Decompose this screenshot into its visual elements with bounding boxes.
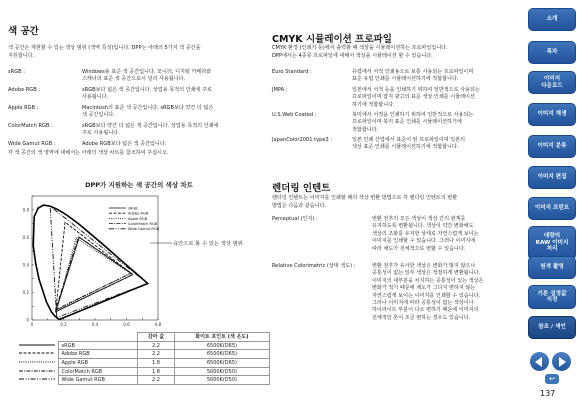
visible-gamut-callout: 육안으로 볼 수 있는 색상 범위 <box>173 241 243 247</box>
nav-button-label: 참조 / 색인 <box>538 324 566 331</box>
profile-def: 북미에서 서적을 인쇄하기 위하여 일반적으로 사용되는 프로파일이며 북미 표준 인쇄를 시뮬레이션하기에 적합합니다. <box>352 112 474 133</box>
table-cell: Apple RGB <box>58 359 138 368</box>
cmyk-intro-line1: CMYK 환경 (인쇄기 등)에서 출력할 때 색상을 시뮬레이션하는 프로파일입니다. <box>272 45 448 51</box>
legend-label: Adobe RGB <box>128 211 149 216</box>
list-item <box>8 69 268 84</box>
space-def: sRGB보다 넓은 색 공간입니다. 상업용 목적의 인쇄에 주로 사용됩니다. <box>82 87 212 101</box>
space-def: Adobe RGB보다 넓은 색 공간입니다. <box>82 141 167 147</box>
nav-button-label: 기본 설정값 지정 <box>537 290 567 303</box>
table-cell: Wide Gamut RGB <box>58 376 138 385</box>
nav-button-2[interactable] <box>528 41 576 64</box>
color-space-intro-line1: 색 공간은 재현할 수 있는 색상 범위 (색역 특성)입니다. DPP는 아래의 5가지 색 공간을 <box>8 45 201 51</box>
nav-button-label: 이미지 편집 <box>537 174 567 181</box>
profile-term: Euro Standard : <box>272 69 312 75</box>
line-swatch-widegamut <box>18 376 58 385</box>
gamma-table <box>18 332 270 385</box>
list-item <box>272 216 524 254</box>
color-space-outro: 각 색 공간의 색 영역에 대해서는 아래의 색상 차트를 참조하여 주십시오. <box>8 150 169 156</box>
page-number: 137 <box>540 389 556 398</box>
intent-term: Relative Colorimetric (상대 색도) : <box>272 263 356 269</box>
nav-button-10[interactable] <box>528 285 576 309</box>
legend-label: Wide Gamut RGB <box>128 227 160 232</box>
nav-button-11[interactable] <box>528 316 576 339</box>
table-cell: Adobe RGB <box>58 350 138 359</box>
table-row <box>18 350 270 359</box>
table-cell: 5000K(D50) <box>174 367 269 376</box>
table-blank <box>18 333 58 342</box>
y-tick-label: 0.2 <box>22 289 29 295</box>
profile-term: U.S.Web Coated : <box>272 112 317 118</box>
table-cell: sRGB <box>58 341 138 350</box>
rendering-intro-line2: 방법은 다음과 같습니다. <box>272 203 327 209</box>
whitepoint-header: 화이트 포인트 (색 온도) <box>174 333 269 342</box>
line-swatch-srgb <box>18 341 58 350</box>
callout-leader <box>150 240 174 246</box>
nav-button-label: 이미지 분류 <box>537 143 567 150</box>
nav-button-9[interactable] <box>528 256 576 279</box>
table-cell: 6500K(D65) <box>174 350 269 359</box>
next-page-button[interactable] <box>552 352 571 371</box>
table-cell: 2.2 <box>138 376 175 385</box>
list-item <box>8 87 268 102</box>
rendering-intent-heading: 렌더링 인텐트 <box>272 183 331 194</box>
nav-button-3[interactable] <box>528 71 576 94</box>
legend-label: sRGB <box>128 206 138 211</box>
space-def: sRGB보다 약간 더 넓은 색 공간입니다. 상업용 목적의 인쇄에 주로 사용됩니다. <box>82 123 219 137</box>
x-tick-label: 0.4 <box>91 322 99 327</box>
arrow-right-icon <box>559 357 566 367</box>
list-item <box>8 123 268 138</box>
table-row <box>18 359 270 368</box>
nav-button-label: 소개 <box>546 16 558 23</box>
gamut-series-srgb <box>56 237 133 311</box>
x-tick-label: 0 <box>30 322 34 327</box>
line-swatch-apple <box>18 359 58 368</box>
list-item <box>272 112 524 134</box>
color-space-intro-line2: 지원합니다. <box>8 53 35 59</box>
return-icon: ↩ <box>549 375 555 383</box>
list-item <box>8 141 268 149</box>
space-term: Adobe RGB : <box>8 87 41 93</box>
table-cell: 6500K(D65) <box>174 359 269 368</box>
table-row <box>18 341 270 350</box>
nav-button-8[interactable] <box>528 226 576 260</box>
nav-button-7[interactable] <box>528 197 576 220</box>
color-space-heading: 색 공간 <box>8 26 39 37</box>
nav-button-label: 이미지 프린트 <box>534 205 570 212</box>
profile-def: 일본에서 서적 등을 인쇄하기 위하여 일반적으로 사용되는 프로파일이며 잡지 광고의 표준 색상 인쇄를 시뮬레이션 하기에 적합합니다. <box>352 87 480 108</box>
nav-button-label: 이미지 재생 <box>537 111 567 118</box>
table-cell: 1.8 <box>138 359 175 368</box>
nav-button-5[interactable] <box>528 135 576 158</box>
intent-def: 변환 전후의 모든 색상이 색상 간의 관계를 유지하도록 변환됩니다. 색상이 약간 변화해도 색상의 조화를 유지한 상태로 자연스럽게 보이는 이미지를 인쇄할 수 있습니다. 그러나 이미지에 따라 채도가 전체적으로 변할 수 있습니다. <box>372 216 479 252</box>
y-tick-label: 0.4 <box>22 262 29 268</box>
space-term: Apple RGB : <box>8 105 39 111</box>
return-button[interactable] <box>545 374 559 384</box>
legend-label: ColorMatch RGB <box>128 222 158 226</box>
table-cell: ColorMatch RGB <box>58 367 138 376</box>
legend-label: Apple RGB <box>128 216 148 221</box>
cmyk-intro-line2: DPP에서는 4종류 프로파일에 대해서 색상을 시뮬레이션 할 수 있습니다. <box>272 53 433 59</box>
nav-button-label: 대량의 RAW 이미지 처리 <box>535 233 569 253</box>
arrow-left-icon <box>535 357 542 367</box>
cmyk-heading: CMYK 시뮬레이션 프로파일 <box>272 34 392 45</box>
nav-button-1[interactable] <box>528 8 576 31</box>
space-term: sRGB : <box>8 69 25 75</box>
nav-button-label: 원격 촬영 <box>540 264 564 271</box>
y-tick-label: 0 <box>26 317 29 323</box>
profile-term: JMPA : <box>272 87 288 93</box>
list-item <box>272 263 524 323</box>
gamut-chart <box>8 192 168 332</box>
x-tick-label: 0.8 <box>154 322 162 327</box>
intent-term: Perceptual (인지) : <box>272 216 318 222</box>
prev-page-button[interactable] <box>530 352 549 371</box>
intent-def: 변환 전후가 유사한 색상은 변화가 많지 않으나 공통성이 없는 일부 색상은 적절하게 변환됩니다. 이미지의 대부분을 차지하는 공통성이 있는 색상은 변화가 적기 때문에 채도가 그다지 변하지 않는 자연스럽게 보이는 이미지를 인쇄할 수 있습니다. 그러나 이미지에 따라 공통성이 없는 색상이나 하이라이트 부분이 다소 변하기 때문에 이미지의 전체적인 톤이 조금 변하는 경우도 있습니다. <box>372 263 484 321</box>
table-cell: 6500K(D65) <box>174 341 269 350</box>
line-swatch-adobe <box>18 350 58 359</box>
gamma-header: 감마 값 <box>138 333 175 342</box>
space-term: ColorMatch RGB : <box>8 123 53 129</box>
table-cell: 2.2 <box>138 350 175 359</box>
nav-button-label: 목차 <box>546 49 558 56</box>
list-item <box>272 137 524 152</box>
x-tick-label: 0.2 <box>60 322 67 327</box>
table-row <box>18 367 270 376</box>
rendering-intro-line1: 렌더링 인텐트는 이미지를 인쇄할 때의 색상 변환 방법으로 각 렌더링 인텐트의 변환 <box>272 195 458 201</box>
nav-button-label: 이미지 다운로드 <box>541 76 563 89</box>
nav-button-4[interactable] <box>528 103 576 126</box>
space-def: Windows용 표준 색 공간입니다. 모니터, 디지털 카메라와 스캐너의 표준 색 공간으로서 널리 사용됩니다. <box>82 69 212 83</box>
y-tick-label: 0.6 <box>22 234 29 240</box>
y-tick-label: 0.8 <box>22 207 29 213</box>
table-blank <box>58 333 138 342</box>
space-term: Wide Gamut RGB : <box>8 141 56 147</box>
chart-title: DPP가 지원하는 색 공간의 색상 차트 <box>85 181 193 189</box>
table-cell: 1.8 <box>138 367 175 376</box>
profile-def: 유럽에서 서적 인쇄용으로 보통 사용되는 프로파일이며 표준 유럽 인쇄를 시뮬레이션하기에 적합합니다. <box>352 69 474 83</box>
list-item <box>272 87 524 109</box>
line-swatch-colormatch <box>18 367 58 376</box>
table-row <box>18 376 270 385</box>
space-def: Macintosh의 표준 색 공간입니다. sRGB보다 약간 더 넓은 색 공간입니다. <box>82 105 214 119</box>
list-item <box>272 69 524 84</box>
table-cell: 5000K(D50) <box>174 376 269 385</box>
nav-button-6[interactable] <box>528 166 576 189</box>
table-cell: 2.2 <box>138 341 175 350</box>
profile-term: JapanColor2001 type3 : <box>272 137 333 143</box>
profile-def: 일본 인쇄 산업에서 표준이 된 프로파일이며 일본의 색상 표준 인쇄를 시뮬레이션하기에 적합합니다. <box>352 137 466 151</box>
list-item <box>8 105 268 120</box>
x-tick-label: 0.6 <box>123 322 130 327</box>
